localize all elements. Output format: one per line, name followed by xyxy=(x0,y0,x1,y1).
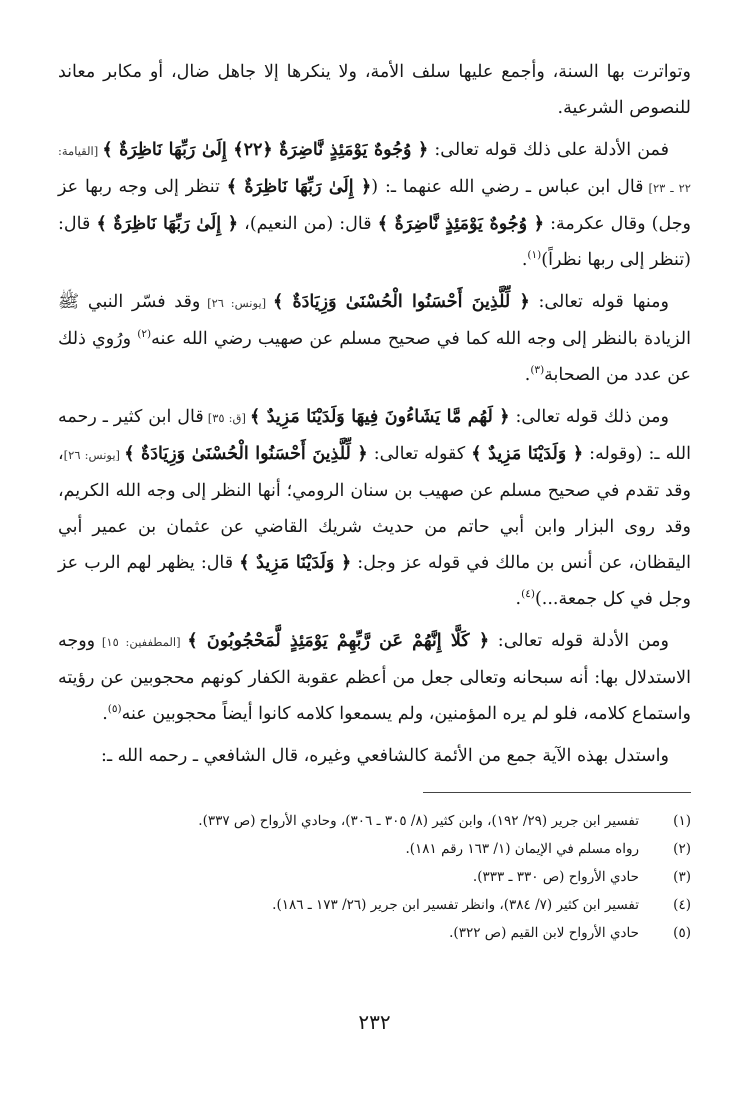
body-paragraph xyxy=(58,399,691,617)
verse-reference: [يونس: ٢٦] xyxy=(63,448,125,462)
footnote-text: تفسير ابن جرير (٢٩/ ١٩٢)، وابن كثير (٨/ ٣٠٥ ـ ٣٠٦)، وحادي الأرواح (ص ٣٣٧). xyxy=(198,813,639,829)
quran-verse: ﴿ وَلَدَيْنَا مَزِيدٌ ﴾ xyxy=(239,553,352,573)
verse-reference: [يونس: ٢٦] xyxy=(200,296,273,310)
paragraph-text: كقوله تعالى: xyxy=(367,444,472,464)
paragraph-text: . xyxy=(102,704,108,724)
paragraph-text: ، وقد تقدم في صحيح مسلم عن صهيب بن سنان الرومي؛ أنها النظر إلى وجه الله الكريم، وقد روى البزار وابن أبي حاتم من حديث شريك القاضي عن عثمان بن عمير أبي اليقظان، عن أنس بن مالك في قوله عز وجل: xyxy=(58,444,692,573)
footnote-number: (٣) xyxy=(673,869,691,885)
verse-reference: [ق: ٣٥] xyxy=(203,411,250,425)
paragraph-text: . xyxy=(515,589,522,609)
paragraph-text: وقد فسّر النبي ﷺ الزيادة بالنظر إلى وجه الله كما في صحيح مسلم عن صهيب رضي الله عنه xyxy=(58,292,691,349)
footnote-reference: (٤) xyxy=(521,588,535,601)
paragraph-text: ومنها قوله تعالى: xyxy=(529,292,669,312)
footnote-item xyxy=(58,891,691,919)
footnote-number: (٢) xyxy=(673,841,691,857)
footnote-item xyxy=(58,919,691,947)
body-text xyxy=(58,54,691,774)
paragraph-text: وتواترت بها السنة، وأجمع عليها سلف الأمة، ولا ينكرها إلا جاهل ضال، أو مكابر معاند للنصوص الشرعية. xyxy=(58,62,691,118)
paragraph-text: فمن الأدلة على ذلك قوله تعالى: xyxy=(428,140,669,160)
paragraph-text: واستدل بهذه الآية جمع من الأئمة كالشافعي وغيره، قال الشافعي ـ رحمه الله ـ: xyxy=(101,746,669,766)
footnote-item xyxy=(58,807,691,835)
quran-verse: ﴿ لِّلَّذِينَ أَحْسَنُوا الْحُسْنَىٰ وَزِيَادَةٌ ﴾ xyxy=(124,444,368,464)
footnote-reference: (٥) xyxy=(107,703,122,716)
footnote-text: حادي الأرواح (ص ٣٣٠ ـ ٣٣٣). xyxy=(472,869,639,885)
footnote-reference: (١) xyxy=(527,249,542,262)
footnote-reference: (٢) xyxy=(137,328,152,341)
body-paragraph xyxy=(58,284,691,393)
quran-verse: ﴿ كَلَّا إِنَّهُمْ عَن رَّبِّهِمْ يَوْمَئِذٍ لَّمَحْجُوبُونَ ﴾ xyxy=(187,631,490,651)
paragraph-text: تنظر إلى وجه ربها عز وجل) وقال عكرمة: xyxy=(58,177,691,234)
paragraph-text: قال ابن عباس ـ رضي الله عنهما ـ: ( xyxy=(371,177,644,197)
verse-reference: [القيامة: ٢٢ ـ ٢٣] xyxy=(58,144,691,195)
footnote-text: تفسير ابن كثير (٧/ ٣٨٤)، وانظر تفسير ابن جرير (٢٦/ ١٧٣ ـ ١٨٦). xyxy=(272,897,639,913)
quran-verse: ﴿ وَلَدَيْنَا مَزِيدٌ ﴾ xyxy=(471,444,584,464)
footnote-text: رواه مسلم في الإيمان (١/ ١٦٣ رقم ١٨١). xyxy=(405,841,639,857)
paragraph-text: ووجه الاستدلال بها: أنه سبحانه وتعالى جعل من أعظم عقوبة الكفار كونهم محجوبين عن رؤيته واستماع كلامه، فلو لم يره المؤمنين، ولم يسمعوا كلامه كانوا أيضاً محجوبين عنه xyxy=(58,631,691,724)
paragraph-text: قال: يظهر لهم الرب عز وجل في كل جمعة...) xyxy=(58,553,691,609)
paragraph-text: ورُوي ذلك عن عدد من الصحابة xyxy=(58,329,691,385)
footnote-item xyxy=(58,863,691,891)
paragraph-text: . xyxy=(524,365,531,385)
body-paragraph xyxy=(58,623,691,732)
body-paragraph xyxy=(58,132,691,278)
paragraph-text: قال ابن كثير ـ رحمه الله ـ: (وقوله: xyxy=(58,407,691,464)
footnote-text: حادي الأرواح لابن القيم (ص ٣٢٢). xyxy=(449,925,639,941)
footnote-item xyxy=(58,835,691,863)
quran-verse: ﴿ إِلَىٰ رَبِّهَا نَاظِرَةٌ ﴾ xyxy=(226,177,372,197)
footnotes xyxy=(58,807,691,947)
quran-verse: ﴿ لِّلَّذِينَ أَحْسَنُوا الْحُسْنَىٰ وَزِيَادَةٌ ﴾ xyxy=(272,292,530,312)
quran-verse: ﴿ وُجُوهٌ يَوْمَئِذٍ نَّاضِرَةٌ ﴾ xyxy=(377,214,544,234)
quran-verse: ﴿ وُجُوهٌ يَوْمَئِذٍ نَّاضِرَةٌ ﴿٢٢﴾ إِلَىٰ رَبِّهَا نَاظِرَةٌ ﴾ xyxy=(102,140,429,160)
quran-verse: ﴿ إِلَىٰ رَبِّهَا نَاظِرَةٌ ﴾ xyxy=(96,214,239,234)
body-paragraph xyxy=(58,738,691,774)
footnote-number: (٤) xyxy=(673,897,691,913)
paragraph-text: ومن الأدلة قوله تعالى: xyxy=(489,631,669,651)
paragraph-text: . xyxy=(521,250,528,270)
footnote-number: (٥) xyxy=(673,925,691,941)
footnote-reference: (٣) xyxy=(530,364,545,377)
body-paragraph xyxy=(58,54,691,126)
paragraph-text: قال: (تنظر إلى ربها نظراً) xyxy=(58,214,691,270)
quran-verse: ﴿ لَهُم مَّا يَشَاءُونَ فِيهَا وَلَدَيْنَا مَزِيدٌ ﴾ xyxy=(249,407,510,427)
paragraph-text: ومن ذلك قوله تعالى: xyxy=(509,407,669,427)
paragraph-text: قال: (من النعيم)، xyxy=(238,214,378,234)
footnote-separator xyxy=(423,792,691,793)
footnote-number: (١) xyxy=(673,813,691,829)
verse-reference: [المطففين: ١٥] xyxy=(95,635,188,649)
page-number: ٢٣٢ xyxy=(358,1010,391,1034)
